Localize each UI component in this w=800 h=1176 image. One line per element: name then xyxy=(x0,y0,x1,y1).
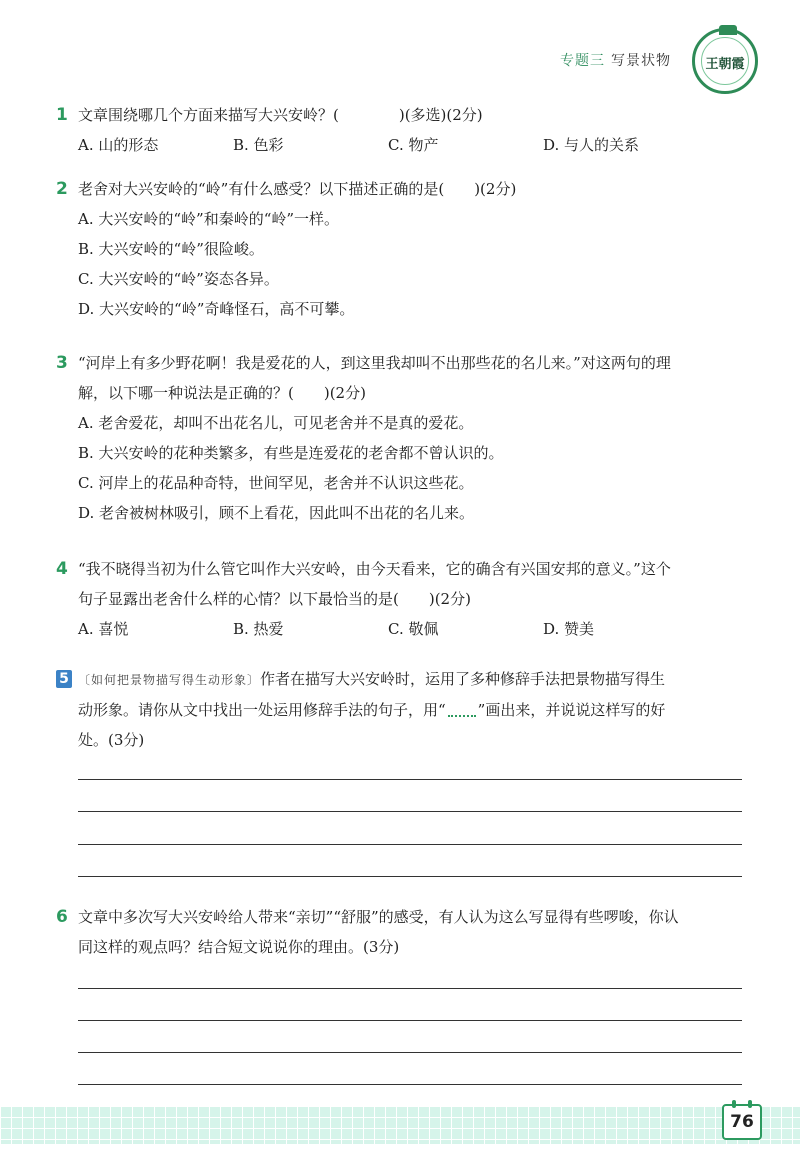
option-b: B. 热爱 xyxy=(233,620,284,638)
question-3 xyxy=(58,348,746,528)
option-a: A. 大兴安岭的“岭”和秦岭的“岭”一样。 xyxy=(78,210,340,228)
option-b: B. 色彩 xyxy=(233,136,284,154)
answer-line[interactable] xyxy=(78,811,742,812)
topic-label: 专题三 xyxy=(560,53,605,69)
option-c: C. 大兴安岭的“岭”姿态各异。 xyxy=(78,270,279,288)
answer-line[interactable] xyxy=(78,1052,742,1053)
option-c: C. 物产 xyxy=(388,136,439,154)
question-stem-line-2: 解，以下哪一种说法是正确的？( )(2分) xyxy=(78,384,366,402)
option-d: D. 赞美 xyxy=(543,620,595,638)
question-number: 2 xyxy=(56,179,68,199)
stem-part-b: ”画出来，并说说这样写的好 xyxy=(477,701,666,719)
question-stem-line-1 xyxy=(58,664,746,695)
option-a: A. 喜悦 xyxy=(78,620,129,638)
question-number: 6 xyxy=(56,907,68,927)
page-number xyxy=(722,1104,762,1140)
question-tag: 〔如何把景物描写得生动形象〕 xyxy=(78,673,261,687)
question-stem-text: 作者在描写大兴安岭时，运用了多种修辞手法把景物描写得生 xyxy=(260,670,666,688)
option-d: D. 与人的关系 xyxy=(543,136,640,154)
topic-header xyxy=(560,50,671,70)
question-stem-line-3: 处。(3分) xyxy=(78,731,145,749)
footer-grid-band xyxy=(0,1106,800,1144)
question-5 xyxy=(58,664,746,755)
question-stem-line-1: “我不晓得当初为什么管它叫作大兴安岭，由今天看来，它的确含有兴国安邦的意义。”这个 xyxy=(78,560,671,578)
stem-part-a: 动形象。请你从文中找出一处运用修辞手法的句子，用“ xyxy=(78,701,446,719)
answer-line[interactable] xyxy=(78,1020,742,1021)
question-2 xyxy=(58,174,746,324)
logo-text: 王朝霞 xyxy=(705,57,745,72)
option-b: B. 大兴安岭的花种类繁多，有些是连爱花的老舍都不曾认识的。 xyxy=(78,444,504,462)
crown-icon xyxy=(719,25,737,35)
option-a: A. 山的形态 xyxy=(78,136,159,154)
option-a: A. 老舍爱花，却叫不出花名儿，可见老舍并不是真的爱花。 xyxy=(78,414,474,432)
question-stem-line-1: “河岸上有多少野花啊！我是爱花的人，到这里我却叫不出那些花的名儿来。”对这两句的理 xyxy=(78,354,671,372)
question-stem-line-2: 同这样的观点吗？结合短文说说你的理由。(3分) xyxy=(78,938,400,956)
question-stem-line-2 xyxy=(58,695,746,725)
question-6 xyxy=(58,902,746,962)
answer-line[interactable] xyxy=(78,844,742,845)
answer-line[interactable] xyxy=(78,1084,742,1085)
answer-line[interactable] xyxy=(78,876,742,877)
option-d: D. 老舍被树林吸引，顾不上看花，因此叫不出花的名儿来。 xyxy=(78,504,475,522)
question-number: 5 xyxy=(56,670,72,688)
brand-logo xyxy=(692,28,758,94)
wavy-underline-mark xyxy=(448,705,476,717)
option-c: C. 敬佩 xyxy=(388,620,439,638)
option-b: B. 大兴安岭的“岭”很险峻。 xyxy=(78,240,264,258)
question-stem-line-1: 文章中多次写大兴安岭给人带来“亲切”“舒服”的感受，有人认为这么写显得有些啰唆，你认 xyxy=(78,908,679,926)
question-number: 4 xyxy=(56,559,68,579)
option-d: D. 大兴安岭的“岭”奇峰怪石，高不可攀。 xyxy=(78,300,355,318)
question-1 xyxy=(58,100,746,160)
question-stem-line-2: 句子显露出老舍什么样的心情？以下最恰当的是( )(2分) xyxy=(78,590,471,608)
answer-line[interactable] xyxy=(78,988,742,989)
question-stem: 文章围绕哪几个方面来描写大兴安岭？( )(多选)(2分) xyxy=(78,106,483,124)
page-number-text: 76 xyxy=(730,1112,754,1132)
answer-line[interactable] xyxy=(78,779,742,780)
question-4 xyxy=(58,554,746,644)
option-c: C. 河岸上的花品种奇特，世间罕见，老舍并不认识这些花。 xyxy=(78,474,474,492)
topic-subtitle: 写景状物 xyxy=(611,53,671,69)
question-stem: 老舍对大兴安岭的“岭”有什么感受？以下描述正确的是( )(2分) xyxy=(78,180,517,198)
question-number: 1 xyxy=(56,105,68,125)
question-number: 3 xyxy=(56,353,68,373)
